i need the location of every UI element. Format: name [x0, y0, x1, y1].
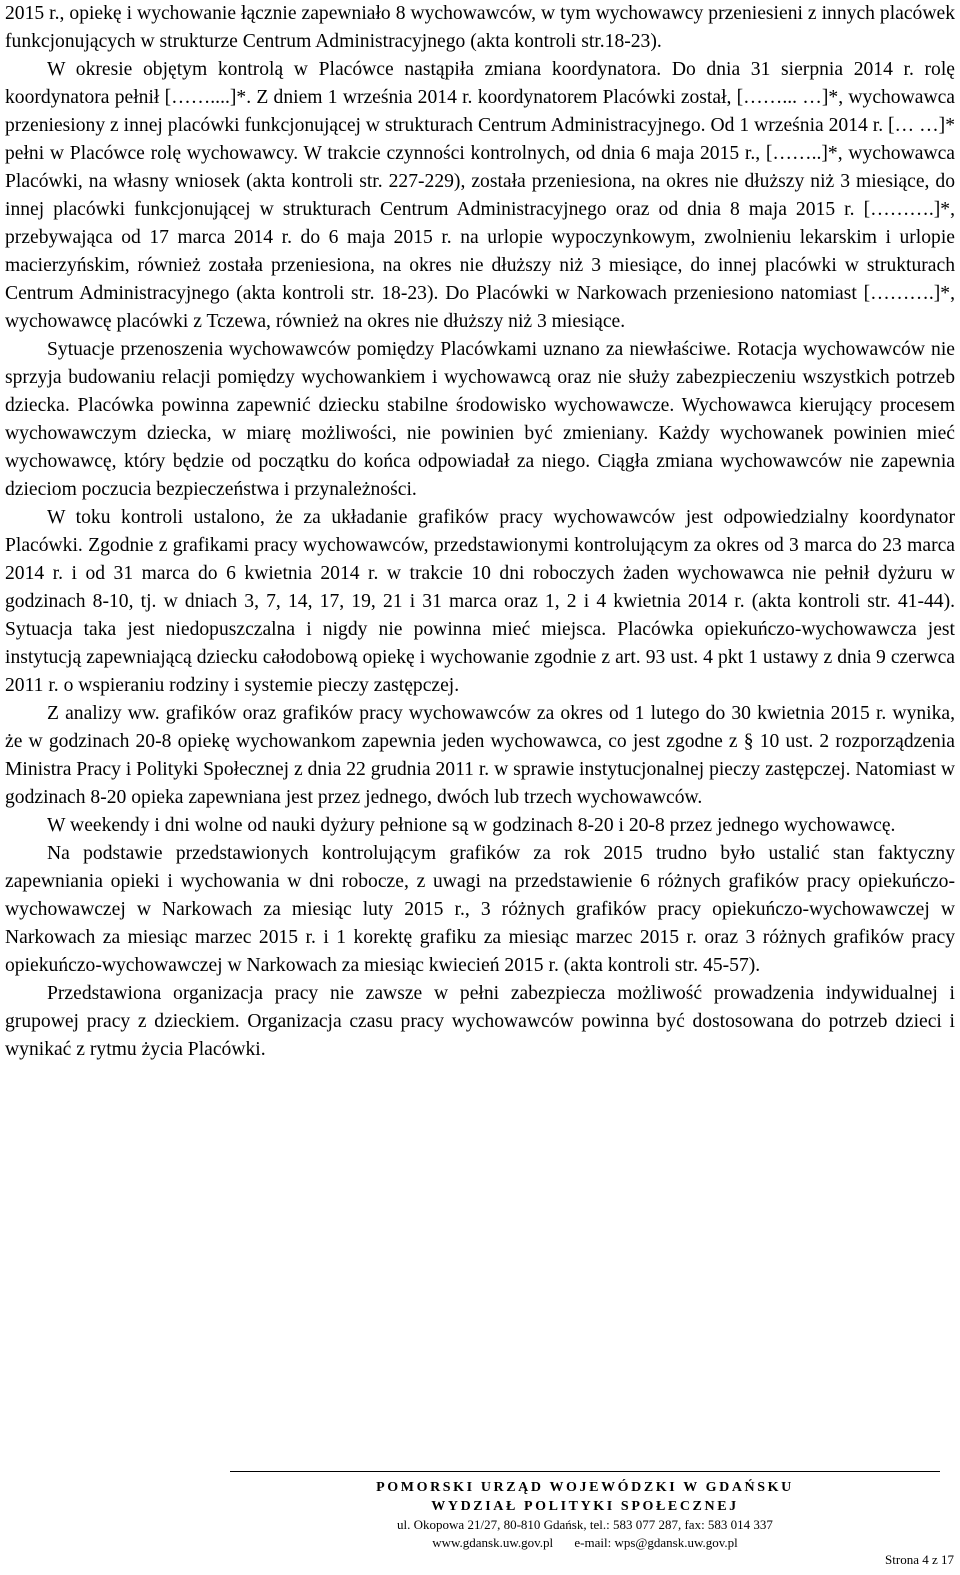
paragraph-2: W okresie objętym kontrolą w Placówce nastąpiła zmiana koordynatora. Do dnia 31 sierpnia 2014 r. rolę koordynatora pełnił [……....]*. Z dniem 1 września 2014 r. koordynatorem Placówki został, [……... …]*, wychowawca przeniesiony z innej placówki funkcjonującej w strukturach Centrum Administracyjnego. Od 1 września 2014 r. [… …]* pełni w Placówce rolę wychowawcy. W trakcie czynności kontrolnych, od dnia 6 maja 2015 r., [……..]*, wychowawca Placówki, na własny wniosek (akta kontroli str. 227-229), została przeniesiona, na okres nie dłuższy niż 3 miesiące, do innej placówki funkcjonującej w strukturach Centrum Administracyjnego oraz od dnia 8 maja 2015 r. [……….]*, przebywająca od 17 marca 2014 r. do 6 maja 2015 r. na urlopie wypoczynkowym, zwolnieniu lekarskim i urlopie macierzyńskim, również została przeniesiona, na okres nie dłuższy niż 3 miesiące, do innej placówki w strukturach Centrum Administracyjnego (akta kontroli str. 18-23). Do Placówki w Narkowach przeniesiono natomiast [……….]*, wychowawcę placówki z Tczewa, również na okres nie dłuższy niż 3 miesiące.	[5, 59, 955, 332]
footer-email-link[interactable]: e-mail: wps@gdansk.uw.gov.pl	[574, 1535, 738, 1550]
paragraph-4: W toku kontroli ustalono, że za układanie grafików pracy wychowawców jest odpowiedzialny koordynator Placówki. Zgodnie z grafikami pracy wychowawców, przedstawionymi kontrolującym za okres od 3 marca do 23 marca 2014 r. i od 31 marca do 6 kwietnia 2014 r. w trakcie 10 dni roboczych żaden wychowawca nie pełnił dyżuru w godzinach 8-10, tj. w dniach 3, 7, 14, 17, 19, 21 i 31 marca oraz 1, 2 i 4 kwietnia 2014 r. (akta kontroli str. 41-44). Sytuacja taka jest niedopuszczalna i nigdy nie powinna mieć miejsca. Placówka opiekuńczo-wychowawcza jest instytucją zapewniającą dziecku całodobową opiekę i wychowanie zgodnie z art. 93 ust. 4 pkt 1 ustawy z dnia 9 czerwca 2011 r. o wspieraniu rodziny i systemie pieczy zastępczej.	[5, 507, 955, 696]
paragraph-1: 2015 r., opiekę i wychowanie łącznie zapewniało 8 wychowawców, w tym wychowawcy przeniesieni z innych placówek funkcjonujących w strukturze Centrum Administracyjnego (akta kontroli str.18-23).	[5, 3, 955, 52]
page-footer	[230, 1478, 940, 1552]
footer-website-link[interactable]: www.gdansk.uw.gov.pl	[432, 1535, 554, 1550]
page-number: Strona 4 z 17	[885, 1552, 954, 1567]
paragraph-5: Z analizy ww. grafików oraz grafików pracy wychowawców za okres od 1 lutego do 30 kwietnia 2015 r. wynika, że w godzinach 20-8 opiekę wychowankom zapewnia jeden wychowawca, co jest zgodne z § 10 ust. 2 rozporządzenia Ministra Pracy i Polityki Społecznej z dnia 22 grudnia 2011 r. w sprawie instytucjonalnej pieczy zastępczej. Natomiast w godzinach 8-20 opieka zapewniana jest przez jednego, dwóch lub trzech wychowawców.	[5, 703, 955, 808]
footer-divider	[230, 1471, 940, 1472]
footer-contact	[230, 1534, 940, 1552]
paragraph-7: Na podstawie przedstawionych kontrolującym grafików za rok 2015 trudno było ustalić stan faktyczny zapewniania opieki i wychowania w dni robocze, z uwagi na przedstawienie 6 różnych grafików pracy opiekuńczo-wychowawczej w Narkowach za miesiąc luty 2015 r., 3 różnych grafików pracy opiekuńczo-wychowawczej w Narkowach za miesiąc marzec 2015 r. i 1 korektę grafiku za miesiąc marzec 2015 r. oraz 3 różnych grafików pracy opiekuńczo-wychowawczej w Narkowach za miesiąc kwiecień 2015 r. (akta kontroli str. 45-57).	[5, 843, 955, 976]
document-body	[5, 0, 955, 1064]
paragraph-3: Sytuacje przenoszenia wychowawców pomiędzy Placówkami uznano za niewłaściwe. Rotacja wychowawców nie sprzyja budowaniu relacji pomiędzy wychowankiem i wychowawcą oraz nie służy zabezpieczeniu wszystkich potrzeb dziecka. Placówka powinna zapewnić dziecku stabilne środowisko wychowawcze. Wychowawca kierujący procesem wychowawczym dziecka, w miarę możliwości, nie powinien być zmieniany. Każdy wychowanek powinien mieć wychowawcę, który będzie od początku do końca odpowiadał za niego. Ciągła zmiana wychowawców nie zapewnia dzieciom poczucia bezpieczeństwa i przynależności.	[5, 339, 955, 500]
footer-organization: POMORSKI URZĄD WOJEWÓDZKI W GDAŃSKU	[376, 1480, 794, 1495]
footer-address: ul. Okopowa 21/27, 80-810 Gdańsk, tel.: 583 077 287, fax: 583 014 337	[397, 1517, 773, 1532]
paragraph-8: Przedstawiona organizacja pracy nie zawsze w pełni zabezpiecza możliwość prowadzenia indywidualnej i grupowej pracy z dzieckiem. Organizacja czasu pracy wychowawców powinna być dostosowana do potrzeb dzieci i wynikać z rytmu życia Placówki.	[5, 983, 955, 1060]
paragraph-6: W weekendy i dni wolne od nauki dyżury pełnione są w godzinach 8-20 i 20-8 przez jednego wychowawcę.	[47, 815, 896, 836]
footer-department: WYDZIAŁ POLITYKI SPOŁECZNEJ	[431, 1499, 739, 1514]
